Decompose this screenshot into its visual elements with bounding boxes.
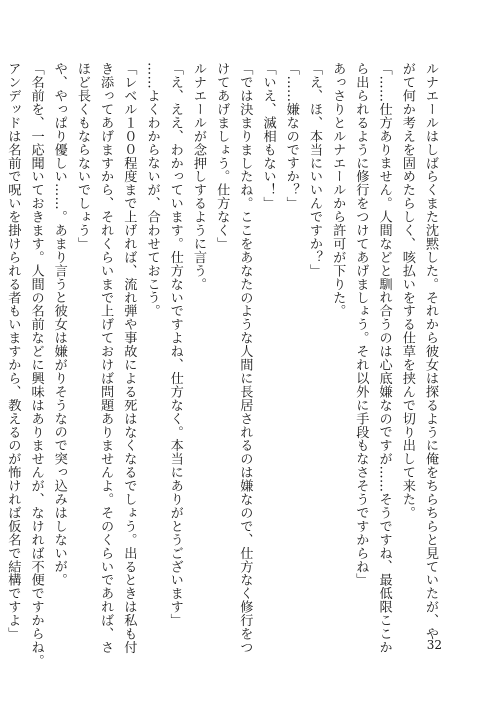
text-line: 「レベル１００程度まで上げれば、流れ弾や事故による死はなくなるでしょう。出るときは私も付 (121, 62, 137, 654)
text-line: 「……仕方ありません。人間などと馴れ合うのは心底嫌なのですが……そうですね、最低限ここか (376, 62, 392, 654)
text-line: 「名前を、一応聞いておきます。人間の名前などに興味はありませんが、なければ不便ですからね。 (28, 62, 44, 668)
text-line: 「え、ほ、本当にいいんですか？」 (306, 62, 322, 278)
text-line: ほど長くもならないでしょう」 (74, 62, 90, 251)
text-line: 「……嫌なのですか？」 (283, 62, 299, 210)
page-number: 32 (426, 638, 442, 652)
text-line: がて何か考えを固めたらしく、咳払いをする仕草を挟んで切り出して来た。 (399, 62, 415, 520)
text-line: ルナエールが念押しするように言う。 (190, 62, 206, 291)
text-line: 「いえ、滅相もない！」 (260, 62, 276, 210)
text-line: ルナエールはしばらくまた沈黙した。それから彼女は探るように俺をちらちらと見ていたが、や (423, 62, 438, 641)
text-line: や、やっぱり優しい……。あまり言うと彼女は嫌がりそうなので突っ込みはしないが。 (51, 62, 67, 587)
text-line: ら出られるように修行をつけてあげましょう。それ以外に手段もなさそうですからね」 (353, 62, 369, 587)
text-line: ……よくわからないが、合わせておこう。 (144, 62, 160, 318)
text-line: けてあげましょう。仕方なく」 (214, 62, 230, 251)
text-line: 「え、ええ、わかっています。仕方ないですよね、仕方なく。本当にありがとうございます」 (167, 62, 183, 627)
text-line: アンデッドは名前で呪いを掛けられる者もいますから、教えるのが怖ければ仮名で結構ですよ」 (5, 62, 21, 641)
text-line: き添ってあげますから、それくらいまで上げておけば問題ありませんよ。そのくらいであれば、さ (98, 62, 114, 654)
text-line: あっさりとルナエールから許可が下りた。 (330, 62, 346, 318)
text-line: 「では決まりましたね。ここをあなたのような人間に長居されるのは嫌なので、仕方なく修行をつ (237, 62, 253, 654)
